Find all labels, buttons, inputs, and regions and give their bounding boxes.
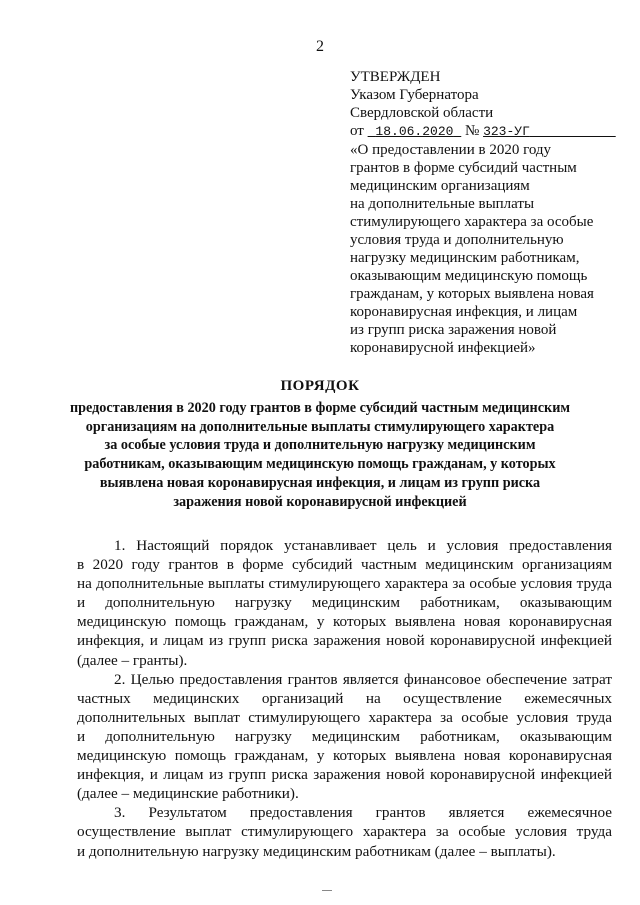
paragraph-line: и дополнительную нагрузку медицинским работникам (далее – выплаты). <box>77 842 556 860</box>
subtitle-line: работникам, оказывающим медицинскую помощь гражданам, у которых <box>84 456 556 473</box>
paragraph-3 <box>77 803 612 860</box>
paragraph-1 <box>77 536 612 670</box>
paragraph-line: дополнительных выплат стимулирующего характера за особые условия труда <box>77 708 612 726</box>
paragraph-line: (далее – медицинские работники). <box>77 785 299 803</box>
scan-mark <box>322 890 332 895</box>
paragraph-line: (далее – гранты). <box>77 651 188 669</box>
decree-title-line: оказывающим медицинскую помощь <box>350 268 588 284</box>
paragraph-2 <box>77 670 612 804</box>
approval-heading: УТВЕРЖДЕН <box>350 69 441 85</box>
paragraph-line: 1. Настоящий порядок устанавливает цель и условия предоставления <box>114 537 612 554</box>
approval-line: Свердловской области <box>350 105 494 121</box>
paragraph-line: 3. Результатом предоставления грантов является ежемесячное <box>114 804 612 822</box>
document-subtitle <box>62 399 578 511</box>
paragraph-line: осуществление выплат стимулирующего характера за особые условия труда <box>77 823 612 841</box>
page-number: 2 <box>316 38 324 55</box>
subtitle-line: предоставления в 2020 году грантов в форме субсидий частным медицинским <box>69 400 571 416</box>
paragraph-line: медицинскую помощь гражданам, у которых выявлена новая коронавирусная <box>77 613 612 631</box>
paragraph-line: и дополнительную нагрузку медицинским работникам, оказывающим <box>77 727 612 745</box>
decree-title-line: на дополнительные выплаты <box>350 196 535 212</box>
decree-title-line: из групп риска заражения новой <box>350 322 557 338</box>
decree-title-line: коронавирусной инфекцией» <box>350 340 536 356</box>
subtitle-line: за особые условия труда и дополнительную нагрузку медицинским <box>104 437 536 454</box>
number-prefix: № <box>465 123 480 139</box>
paragraph-line: инфекция, и лицам из групп риска заражения новой коронавирусной инфекцией <box>77 766 612 784</box>
paragraph-line: и дополнительную нагрузку медицинским работникам, оказывающим <box>77 594 612 612</box>
decree-title-line: нагрузку медицинским работникам, <box>350 250 580 266</box>
paragraph-line: 2. Целью предоставления грантов является финансовое обеспечение затрат <box>114 670 612 688</box>
subtitle-line: организациям на дополнительные выплаты стимулирующего характера <box>85 418 555 435</box>
paragraph-line: частных медицинских организаций на осуществление ежемесячных <box>77 689 612 707</box>
approval-date-line <box>350 122 630 141</box>
document-title: ПОРЯДОК <box>280 378 360 394</box>
decree-title-line: «О предоставлении в 2020 году <box>350 142 552 158</box>
paragraph-line: медицинскую помощь гражданам, у которых выявлена новая коронавирусная <box>77 747 612 765</box>
decree-title-line: условия труда и дополнительную <box>350 232 564 248</box>
subtitle-line: выявлена новая коронавирусная инфекция, и лицам из групп риска <box>99 474 541 491</box>
decree-title-line: гражданам, у которых выявлена новая <box>350 286 594 302</box>
subtitle-line: заражения новой коронавирусной инфекцией <box>173 493 467 510</box>
approval-line: Указом Губернатора <box>350 87 479 103</box>
date-prefix: от <box>350 123 364 139</box>
decree-title-line: стимулирующего характера за особые <box>350 214 594 230</box>
paragraph-line: инфекция, и лицам из групп риска заражения новой коронавирусной инфекцией <box>77 632 612 650</box>
decree-title-line: медицинским организациям <box>350 178 530 194</box>
date-value: 18.06.2020 <box>375 124 454 139</box>
number-value: 323-УГ <box>483 124 530 139</box>
decree-title-line: грантов в форме субсидий частным <box>350 160 577 176</box>
paragraph-line: в 2020 году грантов в форме субсидий частным медицинским организациям <box>77 556 612 574</box>
document-body <box>77 536 612 861</box>
paragraph-line: на дополнительные выплаты стимулирующего характера за особые условия труда <box>77 575 612 593</box>
decree-title-line: коронавирусная инфекция, и лицам <box>350 304 578 320</box>
approval-block <box>350 68 630 357</box>
